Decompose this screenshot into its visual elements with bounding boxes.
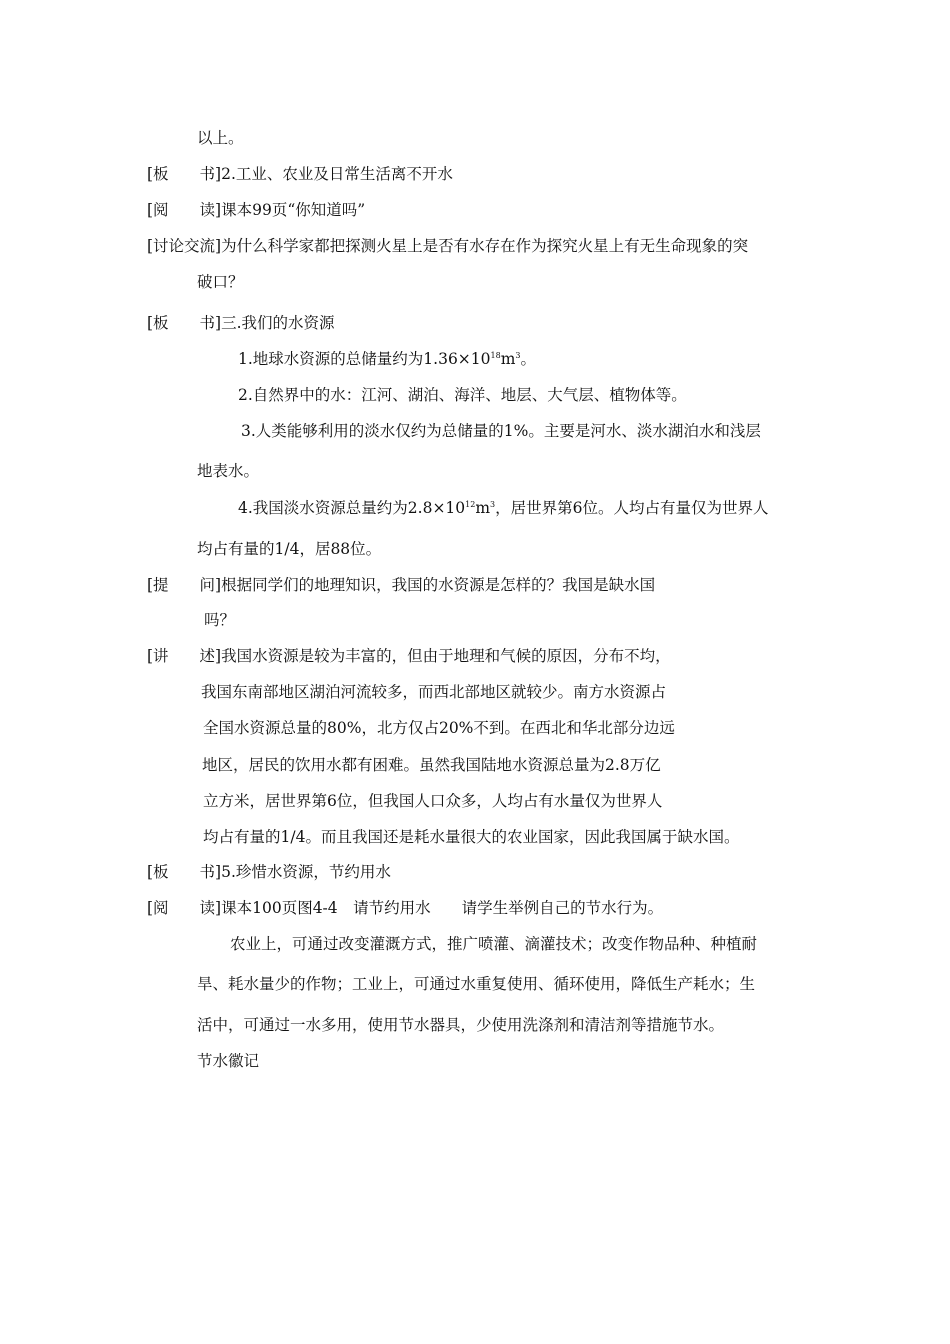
paragraph-line: 全国水资源总量的80%，北方仅占20%不到。在西北和华北部分边远	[203, 719, 675, 737]
paragraph-line: 农业上，可通过改变灌溉方式，推广喷灌、滴灌技术；改变作物品种、种植耐	[230, 935, 758, 953]
question-line: [提 问]根据同学们的地理知识，我国的水资源是怎样的？我国是缺水国	[147, 576, 656, 594]
reading-note-line: [阅 读]课本99页“你知道吗”	[147, 201, 366, 219]
section-label: [讲 述]	[147, 647, 222, 665]
paragraph-line: 立方米，居世界第6位，但我国人口众多，人均占有水量仅为世界人	[203, 792, 663, 810]
section-label: [板 书]	[147, 165, 222, 183]
list-item: 3.人类能够利用的淡水仅约为总储量的1%。主要是河水、淡水湖泊水和浅层	[241, 422, 761, 440]
list-item: 2.自然界中的水：江河、湖泊、海洋、地层、大气层、植物体等。	[238, 386, 687, 404]
blackboard-note-line: [板 书]2.工业、农业及日常生活离不开水	[147, 165, 453, 183]
paragraph-line: 地区，居民的饮用水都有困难。虽然我国陆地水资源总量为2.8万亿	[202, 756, 661, 774]
paragraph-line: 以上。	[197, 129, 244, 147]
paragraph-line: 破口？	[197, 273, 244, 291]
list-item: 4.我国淡水资源总量约为$2.8\times 10^{12}m^3$，居世界第6位。人均占有量仅为世界人	[238, 499, 769, 517]
paragraph-line: 地表水。	[197, 462, 260, 480]
section-label: [阅 读]	[147, 899, 222, 917]
paragraph-line: 我国东南部地区湖泊河流较多，而西北部地区就较少。南方水资源占	[201, 683, 667, 701]
section-label: [提 问]	[147, 576, 222, 594]
section-label: [阅 读]	[147, 201, 222, 219]
paragraph-line: 吗？	[204, 611, 236, 629]
discussion-line: [讨论交流]为什么科学家都把探测火星上是否有水存在作为探究火星上有无生命现象的突	[147, 237, 749, 255]
section-label: [板 书]	[147, 314, 222, 332]
paragraph-line: 活中，可通过一水多用，使用节水器具，少使用洗涤剂和清洁剂等措施节水。	[197, 1016, 725, 1034]
blackboard-note-line: [板 书]5.珍惜水资源，节约用水	[147, 863, 391, 881]
paragraph-line: 均占有量的1/4，居88位。	[197, 540, 382, 558]
blackboard-note-line: [板 书]三.我们的水资源	[147, 314, 335, 332]
paragraph-line: 节水徽记	[197, 1052, 260, 1070]
paragraph-line: 旱、耗水量少的作物；工业上，可通过水重复使用、循环使用，降低生产耗水；生	[197, 975, 756, 993]
paragraph-line: 均占有量的1/4。而且我国还是耗水量很大的农业国家，因此我国属于缺水国。	[203, 828, 740, 846]
list-item: 1.地球水资源的总储量约为$1.36\times 10^{18}m^3$。	[238, 350, 537, 368]
section-label: [板 书]	[147, 863, 222, 881]
reading-note-line: [阅 读]课本100页图4-4 请节约用水 请学生举例自己的节水行为。	[147, 899, 664, 917]
narration-line: [讲 述]我国水资源是较为丰富的，但由于地理和气候的原因，分布不均，	[147, 647, 671, 665]
